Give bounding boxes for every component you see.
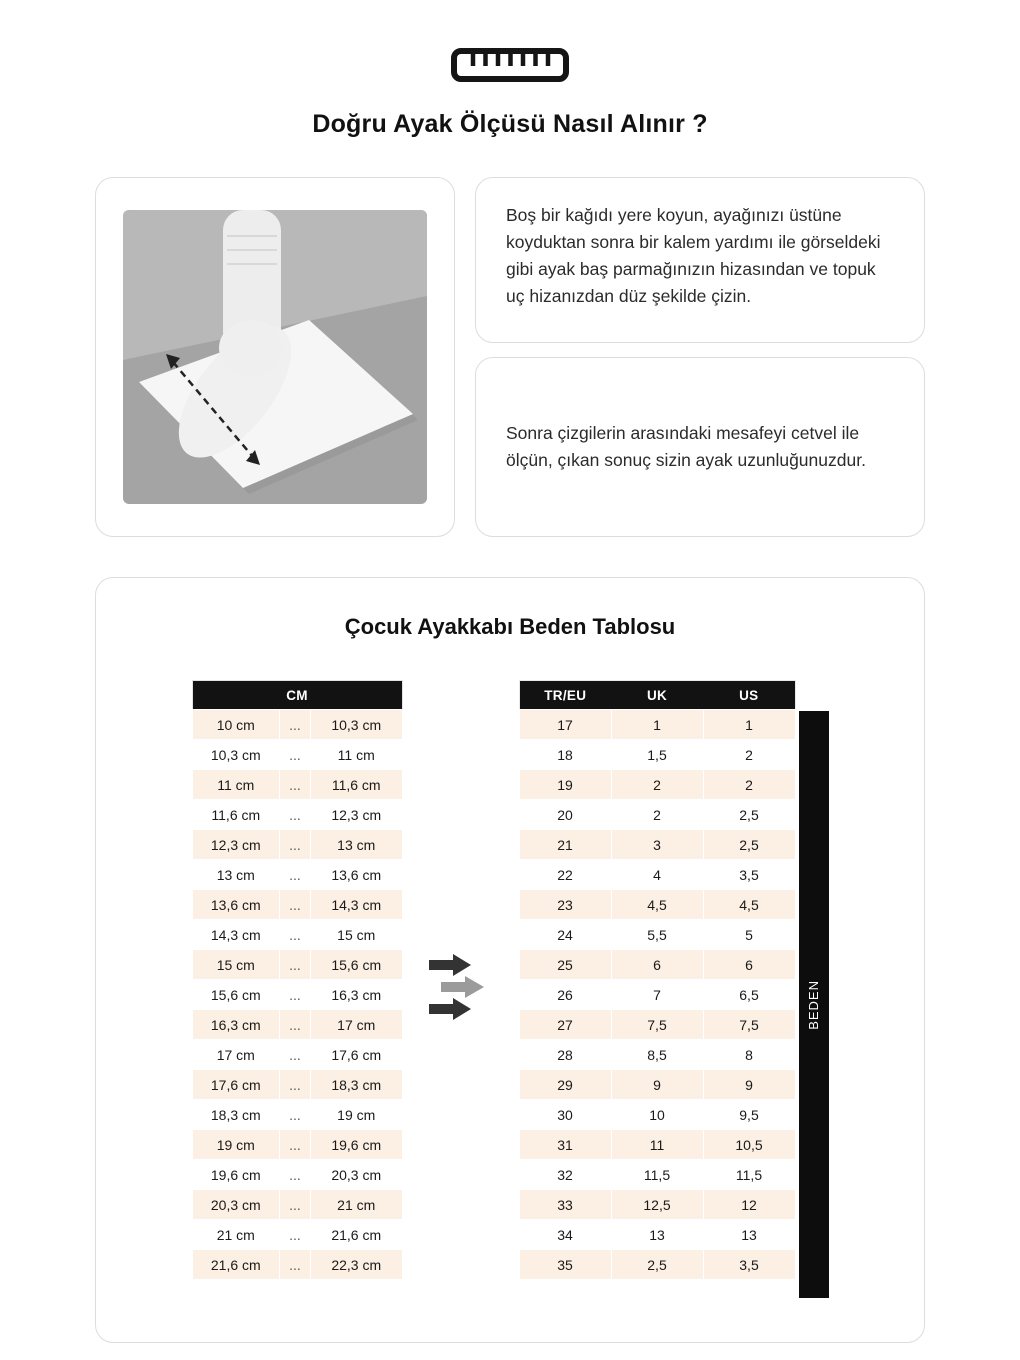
table-row <box>192 980 402 1010</box>
cm-max-value: 16,3 cm <box>310 980 402 1010</box>
us-size-value: 9,5 <box>703 1100 795 1130</box>
treu-size-value: 18 <box>519 740 611 770</box>
table-row <box>519 1130 795 1160</box>
cm-max-value: 17 cm <box>310 1010 402 1040</box>
cm-max-value: 10,3 cm <box>310 710 402 740</box>
cm-max-value: 11 cm <box>310 740 402 770</box>
treu-size-value: 19 <box>519 770 611 800</box>
cm-min-value: 18,3 cm <box>192 1100 280 1130</box>
uk-size-value: 1,5 <box>611 740 703 770</box>
table-row <box>192 1070 402 1100</box>
uk-size-value: 4 <box>611 860 703 890</box>
range-separator: ... <box>280 1010 311 1040</box>
table-row <box>519 770 795 800</box>
treu-size-value: 23 <box>519 890 611 920</box>
uk-size-value: 1 <box>611 710 703 740</box>
us-size-value: 10,5 <box>703 1130 795 1160</box>
table-row <box>519 860 795 890</box>
foot-photo-card <box>95 177 455 537</box>
us-size-value: 2 <box>703 740 795 770</box>
uk-size-value: 13 <box>611 1220 703 1250</box>
table-row <box>192 950 402 980</box>
range-separator: ... <box>280 920 311 950</box>
range-separator: ... <box>280 1100 311 1130</box>
instruction-step-2 <box>475 357 925 537</box>
cm-min-value: 21,6 cm <box>192 1250 280 1280</box>
cm-max-value: 18,3 cm <box>310 1070 402 1100</box>
range-separator: ... <box>280 1160 311 1190</box>
cm-max-value: 15,6 cm <box>310 950 402 980</box>
uk-size-value: 10 <box>611 1100 703 1130</box>
table-row <box>519 1220 795 1250</box>
cm-min-value: 14,3 cm <box>192 920 280 950</box>
cm-min-value: 19,6 cm <box>192 1160 280 1190</box>
range-separator: ... <box>280 1250 311 1280</box>
us-size-value: 4,5 <box>703 890 795 920</box>
cm-min-value: 13,6 cm <box>192 890 280 920</box>
us-size-value: 2 <box>703 770 795 800</box>
treu-size-value: 30 <box>519 1100 611 1130</box>
cm-min-value: 17 cm <box>192 1040 280 1070</box>
range-separator: ... <box>280 740 311 770</box>
us-size-value: 12 <box>703 1190 795 1220</box>
us-size-value: 6 <box>703 950 795 980</box>
us-size-value: 6,5 <box>703 980 795 1010</box>
cm-min-value: 12,3 cm <box>192 830 280 860</box>
treu-size-value: 24 <box>519 920 611 950</box>
treu-size-value: 29 <box>519 1070 611 1100</box>
table-row <box>519 1160 795 1190</box>
uk-size-value: 9 <box>611 1070 703 1100</box>
us-size-value: 3,5 <box>703 1250 795 1280</box>
page-header <box>0 46 1020 139</box>
table-row <box>192 1190 402 1220</box>
table-row <box>519 710 795 740</box>
table-row <box>192 890 402 920</box>
cm-max-value: 21 cm <box>310 1190 402 1220</box>
table-row <box>192 830 402 860</box>
conversion-arrows-icon <box>429 953 493 1026</box>
treu-size-value: 17 <box>519 710 611 740</box>
size-table-header-treu: TR/EU <box>519 681 611 710</box>
cm-min-value: 17,6 cm <box>192 1070 280 1100</box>
uk-size-value: 2 <box>611 770 703 800</box>
table-row <box>192 1250 402 1280</box>
measurement-instructions <box>0 177 1020 537</box>
cm-min-value: 11,6 cm <box>192 800 280 830</box>
size-chart-title: Çocuk Ayakkabı Beden Tablosu <box>344 614 676 639</box>
table-row <box>519 1010 795 1040</box>
table-row <box>192 800 402 830</box>
size-chart-card <box>95 577 925 1343</box>
table-row <box>192 1220 402 1250</box>
uk-size-value: 8,5 <box>611 1040 703 1070</box>
range-separator: ... <box>280 1190 311 1220</box>
table-row <box>192 740 402 770</box>
cm-max-value: 12,3 cm <box>310 800 402 830</box>
table-row <box>192 710 402 740</box>
treu-size-value: 35 <box>519 1250 611 1280</box>
foot-measurement-image <box>123 210 427 504</box>
cm-table-header: CM <box>192 681 402 710</box>
range-separator: ... <box>280 770 311 800</box>
table-row <box>192 1040 402 1070</box>
us-size-value: 2,5 <box>703 830 795 860</box>
treu-size-value: 27 <box>519 1010 611 1040</box>
range-separator: ... <box>280 890 311 920</box>
cm-min-value: 19 cm <box>192 1130 280 1160</box>
range-separator: ... <box>280 1130 311 1160</box>
uk-size-value: 4,5 <box>611 890 703 920</box>
page-title: Doğru Ayak Ölçüsü Nasıl Alınır ? <box>312 110 708 138</box>
uk-size-value: 7,5 <box>611 1010 703 1040</box>
uk-size-value: 12,5 <box>611 1190 703 1220</box>
uk-size-value: 2 <box>611 800 703 830</box>
cm-min-value: 16,3 cm <box>192 1010 280 1040</box>
cm-min-value: 13 cm <box>192 860 280 890</box>
cm-max-value: 11,6 cm <box>310 770 402 800</box>
cm-max-value: 21,6 cm <box>310 1220 402 1250</box>
table-row <box>192 860 402 890</box>
uk-size-value: 3 <box>611 830 703 860</box>
table-row <box>192 1100 402 1130</box>
table-row <box>519 1040 795 1070</box>
beden-side-label-text: BEDEN <box>806 979 821 1030</box>
cm-max-value: 13,6 cm <box>310 860 402 890</box>
us-size-value: 2,5 <box>703 800 795 830</box>
us-size-value: 8 <box>703 1040 795 1070</box>
table-row <box>192 1130 402 1160</box>
cm-min-value: 10,3 cm <box>192 740 280 770</box>
range-separator: ... <box>280 830 311 860</box>
cm-min-value: 11 cm <box>192 770 280 800</box>
table-row <box>519 1070 795 1100</box>
treu-size-value: 34 <box>519 1220 611 1250</box>
range-separator: ... <box>280 800 311 830</box>
table-row <box>519 1100 795 1130</box>
treu-size-value: 33 <box>519 1190 611 1220</box>
uk-size-value: 7 <box>611 980 703 1010</box>
table-row <box>519 1250 795 1280</box>
treu-size-value: 28 <box>519 1040 611 1070</box>
treu-size-value: 25 <box>519 950 611 980</box>
size-chart-tables <box>96 680 924 1298</box>
range-separator: ... <box>280 860 311 890</box>
uk-size-value: 5,5 <box>611 920 703 950</box>
ruler-icon <box>0 46 1020 84</box>
range-separator: ... <box>280 710 311 740</box>
size-table <box>519 680 796 1280</box>
cm-min-value: 15,6 cm <box>192 980 280 1010</box>
table-row <box>519 740 795 770</box>
table-row <box>519 890 795 920</box>
size-table-body <box>519 710 795 1280</box>
range-separator: ... <box>280 1220 311 1250</box>
table-row <box>519 950 795 980</box>
cm-min-value: 15 cm <box>192 950 280 980</box>
table-row <box>519 800 795 830</box>
cm-max-value: 22,3 cm <box>310 1250 402 1280</box>
table-row <box>519 980 795 1010</box>
treu-size-value: 31 <box>519 1130 611 1160</box>
treu-size-value: 32 <box>519 1160 611 1190</box>
range-separator: ... <box>280 950 311 980</box>
treu-size-value: 22 <box>519 860 611 890</box>
treu-size-value: 21 <box>519 830 611 860</box>
table-row <box>519 1190 795 1220</box>
table-row <box>192 1160 402 1190</box>
treu-size-value: 20 <box>519 800 611 830</box>
table-row <box>192 770 402 800</box>
cm-min-value: 10 cm <box>192 710 280 740</box>
table-row <box>192 920 402 950</box>
range-separator: ... <box>280 1040 311 1070</box>
uk-size-value: 6 <box>611 950 703 980</box>
us-size-value: 1 <box>703 710 795 740</box>
range-separator: ... <box>280 980 311 1010</box>
uk-size-value: 11,5 <box>611 1160 703 1190</box>
uk-size-value: 2,5 <box>611 1250 703 1280</box>
cm-max-value: 20,3 cm <box>310 1160 402 1190</box>
cm-table-body <box>192 710 402 1280</box>
us-size-value: 11,5 <box>703 1160 795 1190</box>
table-row <box>519 830 795 860</box>
cm-max-value: 15 cm <box>310 920 402 950</box>
instruction-step-2-text: Sonra çizgilerin arasındaki mesafeyi cetvel ile ölçün, çıkan sonuç sizin ayak uzunluğunuzdur. <box>506 422 866 470</box>
cm-min-value: 20,3 cm <box>192 1190 280 1220</box>
us-size-value: 13 <box>703 1220 795 1250</box>
us-size-value: 5 <box>703 920 795 950</box>
cm-max-value: 19,6 cm <box>310 1130 402 1160</box>
cm-max-value: 17,6 cm <box>310 1040 402 1070</box>
us-size-value: 9 <box>703 1070 795 1100</box>
instruction-texts <box>475 177 925 537</box>
us-size-value: 7,5 <box>703 1010 795 1040</box>
cm-table <box>192 680 403 1280</box>
cm-max-value: 14,3 cm <box>310 890 402 920</box>
table-row <box>519 920 795 950</box>
size-table-header-us: US <box>703 681 795 710</box>
instruction-step-1 <box>475 177 925 343</box>
cm-max-value: 13 cm <box>310 830 402 860</box>
size-table-header-uk: UK <box>611 681 703 710</box>
range-separator: ... <box>280 1070 311 1100</box>
treu-size-value: 26 <box>519 980 611 1010</box>
instruction-step-1-text: Boş bir kağıdı yere koyun, ayağınızı üstüne koyduktan sonra bir kalem yardımı ile görseldeki gibi ayak baş parmağınızın hizasından ve topuk uç hizanızdan düz şekilde çizin. <box>506 205 881 307</box>
cm-max-value: 19 cm <box>310 1100 402 1130</box>
cm-min-value: 21 cm <box>192 1220 280 1250</box>
uk-size-value: 11 <box>611 1130 703 1160</box>
us-size-value: 3,5 <box>703 860 795 890</box>
beden-side-label <box>799 711 829 1298</box>
table-row <box>192 1010 402 1040</box>
